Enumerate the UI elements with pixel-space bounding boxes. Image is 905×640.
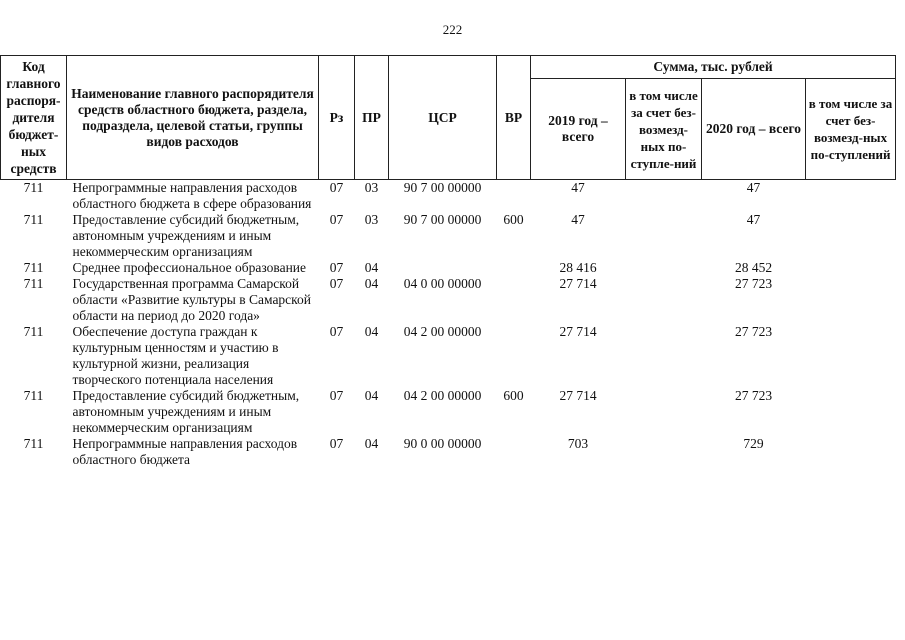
header-2019-total: 2019 год – всего bbox=[531, 79, 626, 180]
cell-pr: 04 bbox=[364, 388, 379, 403]
cell-code: 711 bbox=[23, 260, 44, 275]
cell-pr: 04 bbox=[364, 276, 379, 291]
cell-2019-total: 27 714 bbox=[559, 276, 597, 291]
header-csr: ЦСР bbox=[389, 56, 497, 180]
header-2020-total: 2020 год – всего bbox=[702, 79, 806, 180]
cell-2020-sub bbox=[806, 260, 896, 276]
header-2020-sub: в том числе за счет без-возмезд-ных по-ступлений bbox=[806, 79, 896, 180]
cell-code: 711 bbox=[23, 180, 44, 195]
cell-2020-total: 28 452 bbox=[734, 260, 773, 275]
cell-2019-sub bbox=[626, 180, 702, 213]
table-body bbox=[1, 180, 896, 469]
cell-name: Государственная программа Самарской области «Развитие культуры в Самарской области на период до 2020 года» bbox=[72, 276, 312, 323]
cell-2020-total: 47 bbox=[746, 180, 761, 195]
header-rz: Рз bbox=[319, 56, 355, 180]
table-row bbox=[1, 388, 896, 436]
cell-csr bbox=[389, 260, 497, 276]
cell-2020-sub bbox=[806, 388, 896, 436]
cell-2020-sub bbox=[806, 212, 896, 260]
cell-rz: 07 bbox=[329, 276, 344, 291]
cell-2020-sub bbox=[806, 324, 896, 388]
cell-name: Среднее профессиональное образование bbox=[72, 260, 307, 275]
table-row bbox=[1, 212, 896, 260]
cell-2019-sub bbox=[626, 388, 702, 436]
cell-2019-total: 703 bbox=[567, 436, 589, 451]
cell-vr: 600 bbox=[503, 388, 524, 403]
cell-vr bbox=[497, 260, 531, 276]
cell-vr bbox=[497, 180, 531, 213]
cell-2019-sub bbox=[626, 260, 702, 276]
cell-name: Предоставление субсидий бюджетным, автономным учреждениям и иным некоммерческим организациям bbox=[72, 212, 300, 259]
cell-rz: 07 bbox=[329, 436, 344, 451]
cell-2020-total: 27 723 bbox=[734, 276, 773, 291]
budget-table bbox=[0, 55, 896, 468]
table-row bbox=[1, 436, 896, 468]
cell-name: Обеспечение доступа граждан к культурным ценностям и участию в культурной жизни, реализация творческого потенциала населения bbox=[72, 324, 279, 387]
cell-rz: 07 bbox=[329, 260, 344, 275]
table-header bbox=[1, 56, 896, 180]
cell-2020-sub bbox=[806, 276, 896, 324]
cell-pr: 03 bbox=[364, 212, 379, 227]
cell-pr: 03 bbox=[364, 180, 379, 195]
header-sum-group: Сумма, тыс. рублей bbox=[531, 56, 896, 79]
cell-2019-sub bbox=[626, 324, 702, 388]
header-vr: ВР bbox=[497, 56, 531, 180]
cell-rz: 07 bbox=[329, 180, 344, 195]
header-code: Код главного распоря-дителя бюджет-ных средств bbox=[1, 56, 67, 180]
cell-2019-sub bbox=[626, 436, 702, 468]
cell-csr: 90 0 00 00000 bbox=[403, 436, 482, 451]
cell-code: 711 bbox=[23, 212, 44, 227]
cell-rz: 07 bbox=[329, 324, 344, 339]
cell-code: 711 bbox=[23, 276, 44, 291]
table-row bbox=[1, 260, 896, 276]
cell-vr bbox=[497, 276, 531, 324]
cell-code: 711 bbox=[23, 388, 44, 403]
cell-code: 711 bbox=[23, 324, 44, 339]
cell-2019-total: 47 bbox=[571, 212, 585, 227]
cell-2020-sub bbox=[806, 180, 896, 213]
cell-2019-sub bbox=[626, 212, 702, 260]
cell-2020-total: 27 723 bbox=[734, 388, 773, 403]
cell-2020-total: 27 723 bbox=[734, 324, 773, 339]
cell-vr: 600 bbox=[503, 212, 524, 227]
cell-2020-sub bbox=[806, 436, 896, 468]
cell-2020-total: 729 bbox=[743, 436, 764, 451]
table-row bbox=[1, 180, 896, 213]
cell-2019-total: 47 bbox=[571, 180, 585, 195]
cell-2019-sub bbox=[626, 276, 702, 324]
cell-2019-total: 27 714 bbox=[559, 388, 597, 403]
cell-pr: 04 bbox=[364, 324, 379, 339]
header-2019-sub: в том числе за счет без-возмезд-ных по-ступле-ний bbox=[626, 79, 702, 180]
cell-pr: 04 bbox=[364, 260, 379, 275]
cell-csr: 04 2 00 00000 bbox=[403, 324, 482, 339]
cell-name: Непрограммные направления расходов областного бюджета bbox=[72, 436, 298, 467]
cell-rz: 07 bbox=[329, 212, 344, 227]
page-number: 222 bbox=[442, 22, 463, 37]
cell-csr: 04 0 00 00000 bbox=[403, 276, 482, 291]
header-pr: ПР bbox=[355, 56, 389, 180]
cell-name: Непрограммные направления расходов областного бюджета в сфере образования bbox=[72, 180, 312, 211]
cell-2020-total: 47 bbox=[746, 212, 761, 227]
cell-rz: 07 bbox=[329, 388, 344, 403]
cell-2019-total: 28 416 bbox=[559, 260, 597, 275]
cell-pr: 04 bbox=[364, 436, 379, 451]
header-name: Наименование главного распорядителя средств областного бюджета, раздела, подраздела, целевой статьи, группы видов расходов bbox=[67, 56, 319, 180]
cell-csr: 90 7 00 00000 bbox=[403, 180, 482, 195]
cell-csr: 04 2 00 00000 bbox=[403, 388, 482, 403]
table-row bbox=[1, 276, 896, 324]
cell-vr bbox=[497, 324, 531, 388]
table-row bbox=[1, 324, 896, 388]
cell-2019-total: 27 714 bbox=[559, 324, 597, 339]
cell-name: Предоставление субсидий бюджетным, автономным учреждениям и иным некоммерческим организациям bbox=[72, 388, 300, 435]
cell-vr bbox=[497, 436, 531, 468]
cell-csr: 90 7 00 00000 bbox=[403, 212, 482, 227]
cell-code: 711 bbox=[23, 436, 44, 451]
